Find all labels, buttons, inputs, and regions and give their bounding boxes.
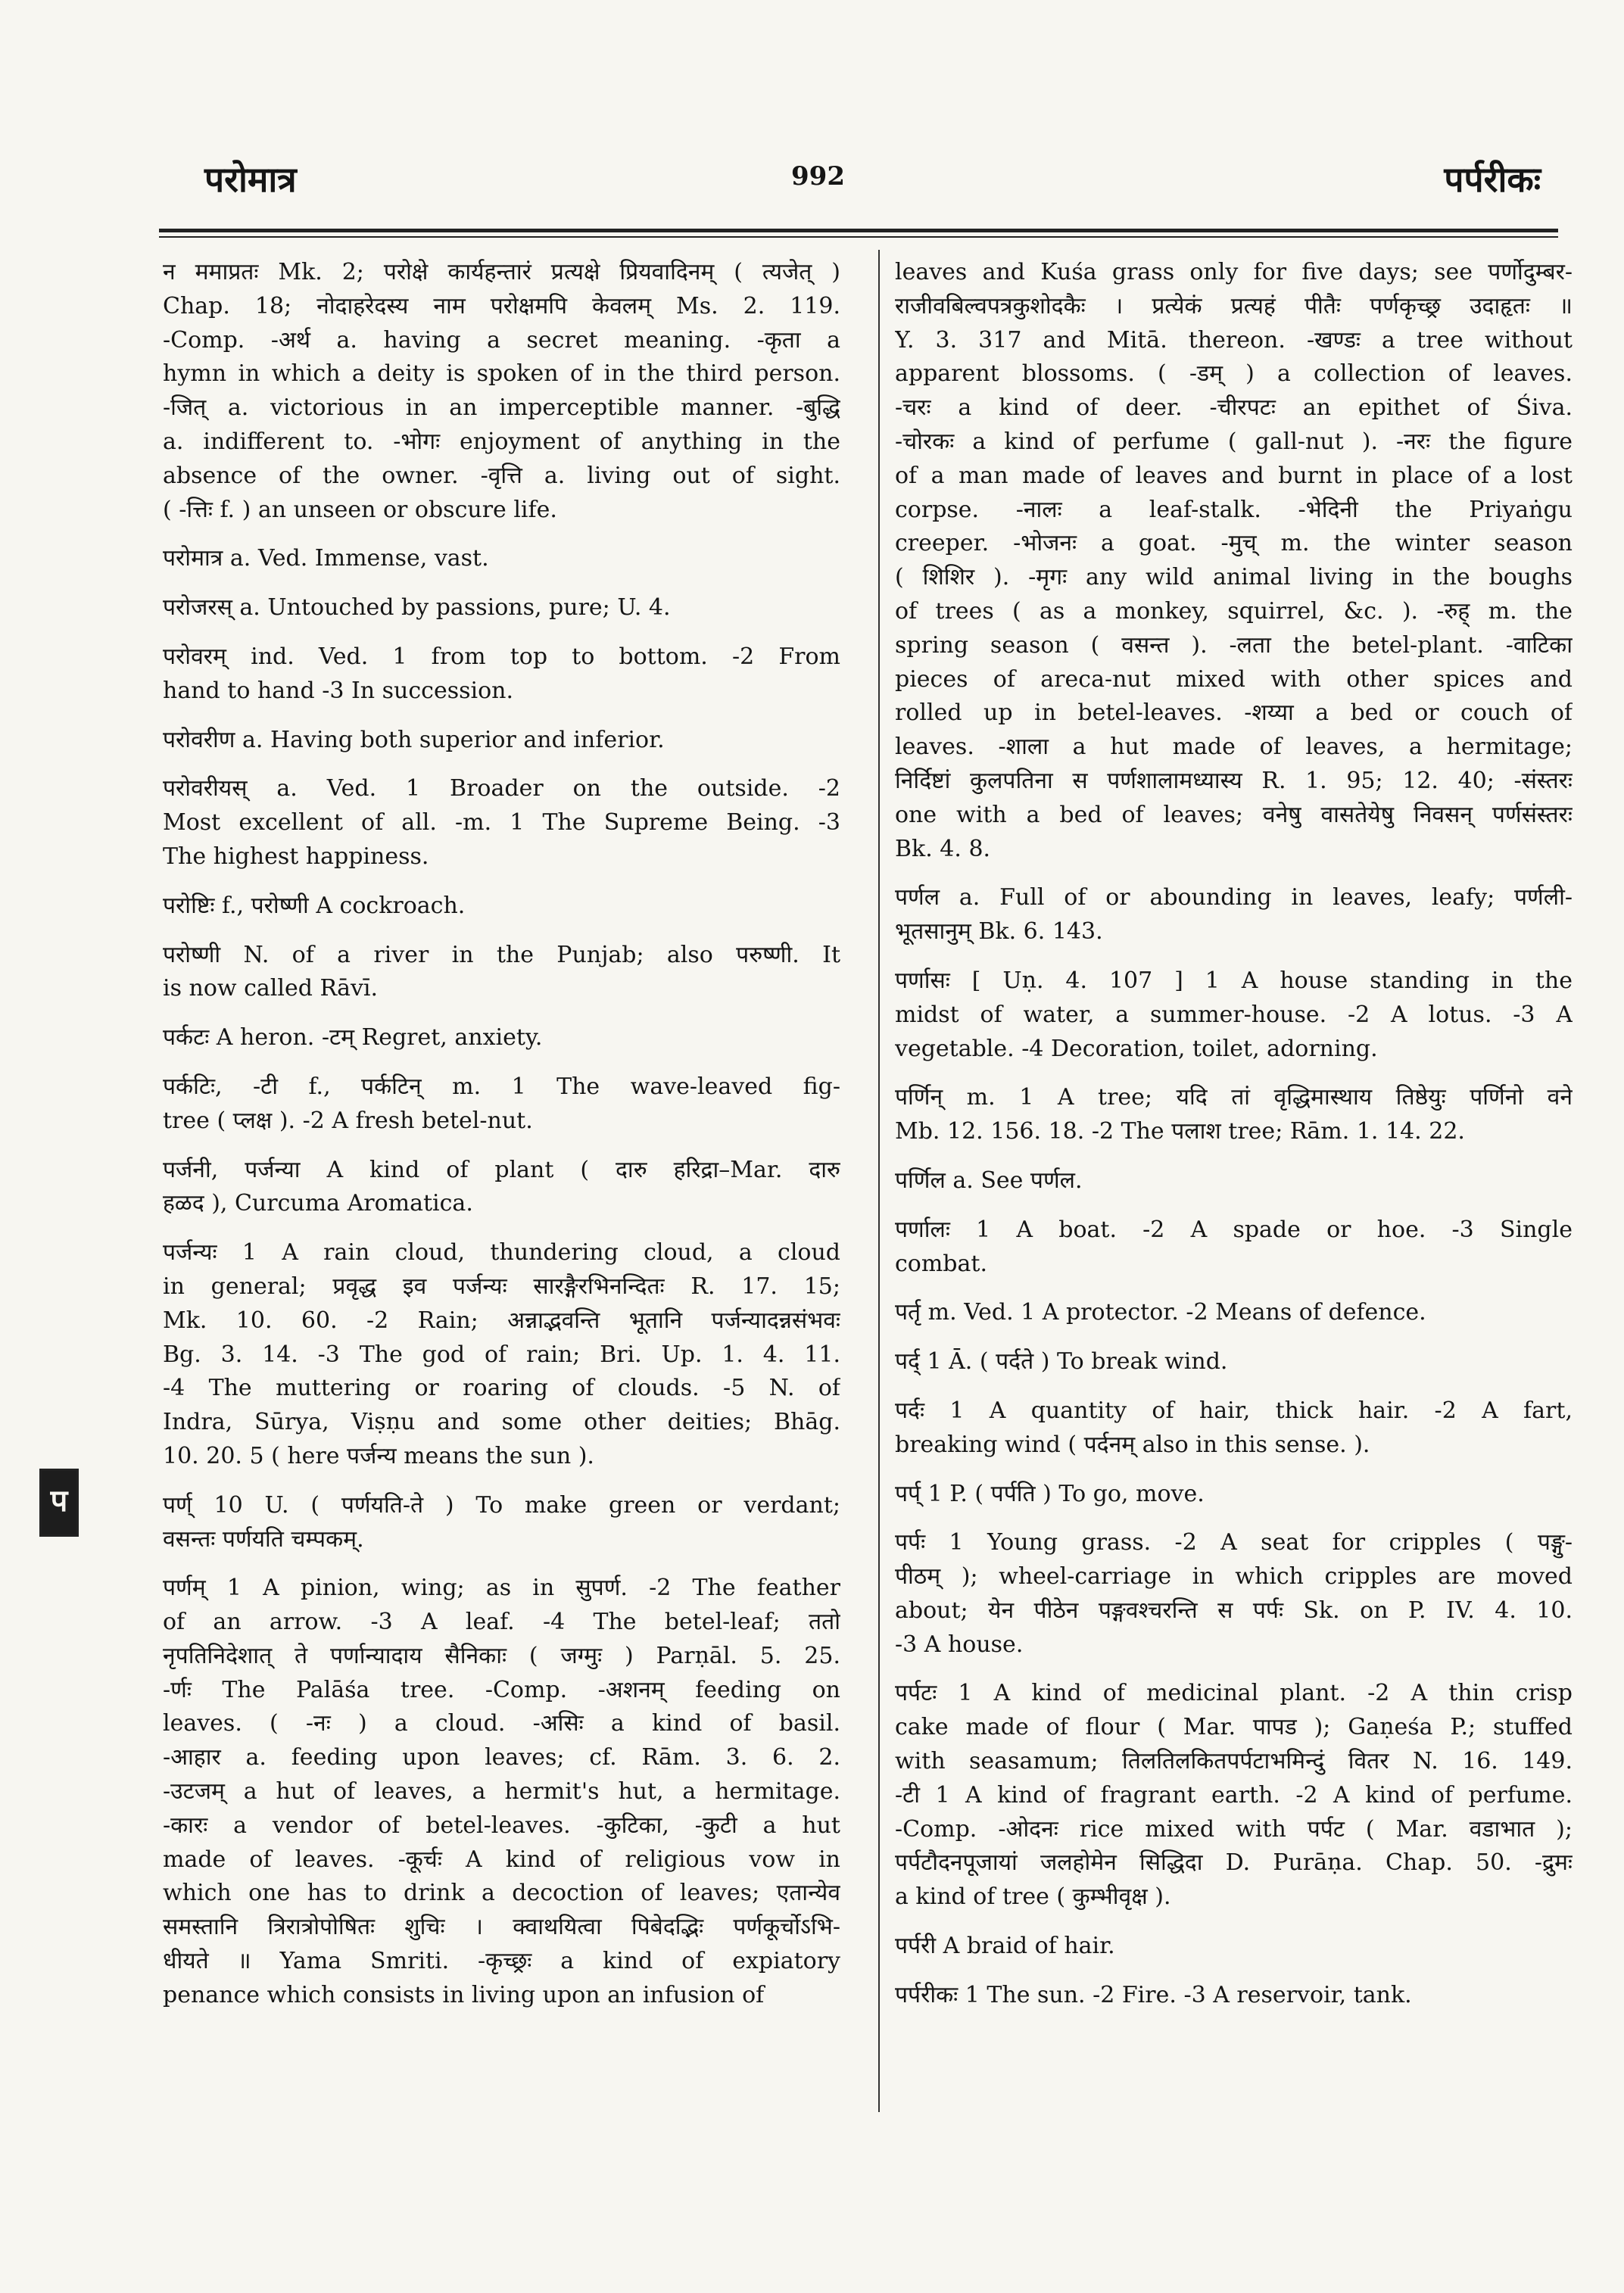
entry-line: leaves and Kuśa grass only for five days; see पर्णोदुम्बर- xyxy=(895,259,1573,285)
entry-line: पर्परीकः 1 The sun. -2 Fire. -3 A reservoir, tank. xyxy=(895,1981,1412,2008)
entry-line: हळद ), Curcuma Aromatica. xyxy=(163,1190,473,1217)
entry-line: vegetable. -4 Decoration, toilet, adorning. xyxy=(895,1035,1378,1062)
entry-line: न ममाप्रतः Mk. 2; परोक्षे कार्यहन्तारं प्रत्यक्षे प्रियवादिनम् ( त्यजेत् ) xyxy=(163,259,840,285)
entry-line: पर्पटः 1 A kind of medicinal plant. -2 A thin crisp xyxy=(895,1680,1573,1707)
entry-line: पर्जन्यः 1 A rain cloud, thundering cloud, a cloud xyxy=(163,1239,840,1266)
entry-line: पर्तृ m. Ved. 1 A protector. -2 Means of defence. xyxy=(895,1299,1426,1326)
entry-line: spring season ( वसन्त ). -लता the betel-plant. -वाटिका xyxy=(895,631,1573,659)
dictionary-entry xyxy=(895,1526,1573,1662)
entry-line: with seasamum; तिलतिलकितपर्पटाभमिन्दुं वितर N. 16. 149. xyxy=(895,1748,1573,1775)
entry-line: -Comp. -ओदनः rice mixed with पर्पट ( Mar. वडाभात ); xyxy=(895,1815,1573,1843)
dictionary-entry xyxy=(895,964,1573,1066)
entry-line: Mk. 10. 60. -2 Rain; अन्नाद्भवन्ति भूतानि पर्जन्यादन्नसंभवः xyxy=(163,1307,840,1334)
dictionary-entry xyxy=(163,1154,840,1222)
dictionary-entry xyxy=(163,542,840,576)
entry-line: भूतसानुम् Bk. 6. 143. xyxy=(895,918,1103,946)
entry-line: परोवरम् ind. Ved. 1 from top to bottom. -2 From xyxy=(163,643,840,670)
entry-line: about; येन पीठेन पङ्गवश्चरन्ति स पर्पः Sk. on P. IV. 4. 10. xyxy=(895,1597,1573,1624)
dictionary-entry xyxy=(163,640,840,709)
entry-line: पर्णालः 1 A boat. -2 A spade or hoe. -3 Single xyxy=(895,1216,1573,1243)
dictionary-entry xyxy=(163,1070,840,1139)
right-column xyxy=(895,256,1573,2028)
entry-line: परोमात्र a. Ved. Immense, vast. xyxy=(163,545,489,572)
entry-line: धीयते ॥ Yama Smriti. -कृच्छ्रः a kind of expiatory xyxy=(163,1948,840,1975)
entry-line: पर्जनी, पर्जन्या A kind of plant ( दारु हरिद्रा–Mar. दारु xyxy=(163,1156,840,1183)
entry-line: परोवरीण a. Having both superior and inferior. xyxy=(163,726,665,753)
left-column xyxy=(163,256,840,2028)
entry-line: of an arrow. -3 A leaf. -4 The betel-leaf; ततो xyxy=(163,1609,840,1636)
entry-line: पर्पः 1 Young grass. -2 A seat for cripples ( पङ्गु- xyxy=(895,1529,1573,1556)
page-number: 992 xyxy=(791,161,845,192)
entry-line: pieces of areca-nut mixed with other spices and xyxy=(895,665,1573,693)
entry-line: of trees ( as a monkey, squirrel, &c. ). -रुह् m. the xyxy=(895,597,1573,625)
entry-line: पीठम् ); wheel-carriage in which cripples are moved xyxy=(895,1563,1573,1590)
entry-line: पर्णम् 1 A pinion, wing; as in सुपर्ण. -2 The feather xyxy=(163,1575,840,1602)
entry-line: Most excellent of all. -m. 1 The Supreme Being. -3 xyxy=(163,809,840,837)
entry-line: -कारः a vendor of betel-leaves. -कुटिका, -कुटी a hut xyxy=(163,1812,840,1839)
dictionary-entry xyxy=(895,1081,1573,1149)
header-rule-thick xyxy=(159,229,1558,232)
entry-line: -4 The muttering or roaring of clouds. -5 N. of xyxy=(163,1375,840,1402)
column-divider xyxy=(878,250,880,2112)
entry-line: corpse. -नालः a leaf-stalk. -भेदिनी the Priyaṅgu xyxy=(895,496,1573,523)
dictionary-entry xyxy=(163,1021,840,1055)
entry-line: पर्कटिः, -टी f., पर्कटिन् m. 1 The wave-leaved fig- xyxy=(163,1073,840,1100)
entry-line: Chap. 18; नोदाहरेदस्य नाम परोक्षमपि केवलम् Ms. 2. 119. xyxy=(163,292,840,319)
dictionary-entry xyxy=(895,1478,1573,1512)
entry-line: -जित् a. victorious in an imperceptible manner. -बुद्धि xyxy=(163,394,840,422)
entry-line: penance which consists in living upon an infusion of xyxy=(163,1981,765,2008)
entry-line: वसन्तः पर्णयति चम्पकम्. xyxy=(163,1525,364,1553)
entry-line: ( -त्तिः f. ) an unseen or obscure life. xyxy=(163,496,557,523)
entry-line: which one has to drink a decoction of leaves; एतान्येव xyxy=(163,1880,840,1907)
dictionary-entry xyxy=(895,1213,1573,1282)
dictionary-entry xyxy=(895,1164,1573,1198)
entry-line: पर्णिल a. See पर्णल. xyxy=(895,1167,1083,1194)
entry-line: Y. 3. 317 and Mitā. thereon. -खण्डः a tree without xyxy=(895,326,1573,354)
entry-line: परोष्टिः f., परोष्णी A cockroach. xyxy=(163,892,466,919)
dictionary-entry xyxy=(163,724,840,758)
entry-line: -आहार a. feeding upon leaves; cf. Rām. 3. 6. 2. xyxy=(163,1744,840,1771)
dictionary-entry xyxy=(895,256,1573,866)
dictionary-entry xyxy=(163,772,840,874)
dictionary-entry xyxy=(163,889,840,924)
entry-line: creeper. -भोजनः a goat. -मुच् m. the winter season xyxy=(895,530,1573,557)
entry-line: breaking wind ( पर्दनम् also in this sense. ). xyxy=(895,1431,1370,1458)
entry-line: is now called Rāvī. xyxy=(163,975,379,1002)
entry-line: पर्दः 1 A quantity of hair, thick hair. -2 A fart, xyxy=(895,1397,1573,1424)
entry-line: -3 A house. xyxy=(895,1631,1024,1658)
entry-line: Bg. 3. 14. -3 The god of rain; Bri. Up. 1. 4. 11. xyxy=(163,1341,840,1368)
header-last-word: पर्परीकः xyxy=(1444,159,1541,200)
entry-line: midst of water, a summer-house. -2 A lotus. -3 A xyxy=(895,1001,1573,1028)
dictionary-entry xyxy=(895,1296,1573,1330)
entry-line: leaves. -शाला a hut made of leaves, a hermitage; xyxy=(895,734,1573,761)
dictionary-entry xyxy=(895,1930,1573,1964)
entry-line: परोष्णी N. of a river in the Punjab; also परुष्णी. It xyxy=(163,941,840,968)
entry-line: Mb. 12. 156. 18. -2 The पलाश tree; Rām. 1. 14. 22. xyxy=(895,1118,1465,1145)
thumb-index-tab: प xyxy=(39,1469,79,1537)
entry-line: ( शिशिर ). -मृगः any wild animal living in the boughs xyxy=(895,564,1573,591)
entry-line: apparent blossoms. ( -डम् ) a collection of leaves. xyxy=(895,360,1573,388)
dictionary-entry xyxy=(163,591,840,625)
entry-line: -टी 1 A kind of fragrant earth. -2 A kind of perfume. xyxy=(895,1781,1573,1809)
header-first-word: परोमात्र xyxy=(204,159,297,200)
entry-line: absence of the owner. -वृत्ति a. living out of sight. xyxy=(163,462,840,489)
dictionary-entry xyxy=(163,256,840,527)
entry-line: पर्कटः A heron. -टम् Regret, anxiety. xyxy=(163,1024,543,1051)
entry-line: -चरः a kind of deer. -चीरपटः an epithet of Śiva. xyxy=(895,394,1573,422)
entry-line: Bk. 4. 8. xyxy=(895,835,991,862)
dictionary-entry xyxy=(895,1394,1573,1463)
entry-line: rolled up in betel-leaves. -शय्या a bed or couch of xyxy=(895,699,1573,727)
entry-line: परोजरस् a. Untouched by passions, pure; U. 4. xyxy=(163,594,671,622)
entry-line: Indra, Sūrya, Viṣṇu and some other deities; Bhāg. xyxy=(163,1409,840,1436)
entry-line: -Comp. -अर्थ a. having a secret meaning. -कृता a xyxy=(163,326,840,354)
entry-line: पर्णल a. Full of or abounding in leaves, leafy; पर्णली- xyxy=(895,884,1573,911)
entry-line: समस्तानि त्रिरात्रोपोषितः शुचिः । क्वाथयित्वा पिबेदद्भिः पर्णकूर्चोऽभि- xyxy=(163,1914,840,1941)
dictionary-entry xyxy=(895,1677,1573,1914)
entry-line: one with a bed of leaves; वनेषु वासतेयेषु निवसन् पर्णसंस्तरः xyxy=(895,801,1573,828)
entry-line: पर्णासः [ Uṇ. 4. 107 ] 1 A house standing in the xyxy=(895,967,1573,994)
entry-line: hand to hand -3 In succession. xyxy=(163,677,514,704)
entry-line: 10. 20. 5 ( here पर्जन्य means the sun ). xyxy=(163,1442,594,1469)
entry-line: a kind of tree ( कुम्भीवृक्ष ). xyxy=(895,1883,1171,1911)
entry-line: hymn in which a deity is spoken of in the third person. xyxy=(163,360,840,388)
entry-line: cake made of flour ( Mar. पापड ); Gaṇeśa P.; stuffed xyxy=(895,1714,1573,1741)
entry-line: निर्दिष्टां कुलपतिना स पर्णशालामध्यास्य R. 1. 95; 12. 40; -संस्तरः xyxy=(895,767,1573,794)
dictionary-entry xyxy=(895,1345,1573,1379)
entry-line: राजीवबिल्वपत्रकुशोदकैः । प्रत्येकं प्रत्यहं पीतैः पर्णकृच्छ्र उदाहृतः ॥ xyxy=(895,292,1573,319)
entry-line: पर्परी A braid of hair. xyxy=(895,1933,1115,1960)
entry-line: of a man made of leaves and burnt in place of a lost xyxy=(895,462,1573,489)
dictionary-entry xyxy=(163,1572,840,2012)
entry-line: परोवरीयस् a. Ved. 1 Broader on the outside. -2 xyxy=(163,775,840,802)
entry-line: leaves. ( -नः ) a cloud. -असिः a kind of basil. xyxy=(163,1710,840,1737)
dictionary-entry xyxy=(895,881,1573,949)
entry-line: पर्पटौदनपूजायां जलहोमेन सिद्धिदा D. Purāṇa. Chap. 50. -द्रुमः xyxy=(895,1849,1573,1877)
dictionary-entry xyxy=(163,1236,840,1474)
dictionary-entry xyxy=(895,1979,1573,2013)
entry-line: -चोरकः a kind of perfume ( gall-nut ). -नरः the figure xyxy=(895,428,1573,455)
entry-line: नृपतिनिदेशात् ते पर्णान्यादाय सैनिकाः ( जग्मुः ) Parṇāl. 5. 25. xyxy=(163,1642,840,1669)
dictionary-entry xyxy=(163,939,840,1007)
entry-line: The highest happiness. xyxy=(163,843,429,870)
entry-line: -उटजम् a hut of leaves, a hermit's hut, a hermitage. xyxy=(163,1778,840,1805)
header-rule-thin xyxy=(159,236,1558,238)
entry-line: पर्प् 1 P. ( पर्पति ) To go, move. xyxy=(895,1480,1205,1507)
entry-line: a. indifferent to. -भोगः enjoyment of anything in the xyxy=(163,428,840,455)
entry-line: combat. xyxy=(895,1250,987,1277)
entry-line: in general; प्रवृद्ध इव पर्जन्यः सारङ्गैरभिनन्दितः R. 17. 15; xyxy=(163,1273,840,1300)
entry-line: -र्णः The Palāśa tree. -Comp. -अशनम् feeding on xyxy=(163,1676,840,1703)
entry-line: पर्ण् 10 U. ( पर्णयति-ते ) To make green or verdant; xyxy=(163,1491,840,1519)
page-header xyxy=(0,155,1624,223)
entry-line: पर्द् 1 Ā. ( पर्दते ) To break wind. xyxy=(895,1348,1228,1375)
entry-line: पर्णिन् m. 1 A tree; यदि तां वृद्धिमास्थाय तिष्ठेयुः पर्णिनो वने xyxy=(895,1084,1573,1111)
entry-line: made of leaves. -कूर्चः A kind of religious vow in xyxy=(163,1846,840,1873)
dictionary-entry xyxy=(163,1489,840,1557)
entry-line: tree ( प्लक्ष ). -2 A fresh betel-nut. xyxy=(163,1107,533,1134)
